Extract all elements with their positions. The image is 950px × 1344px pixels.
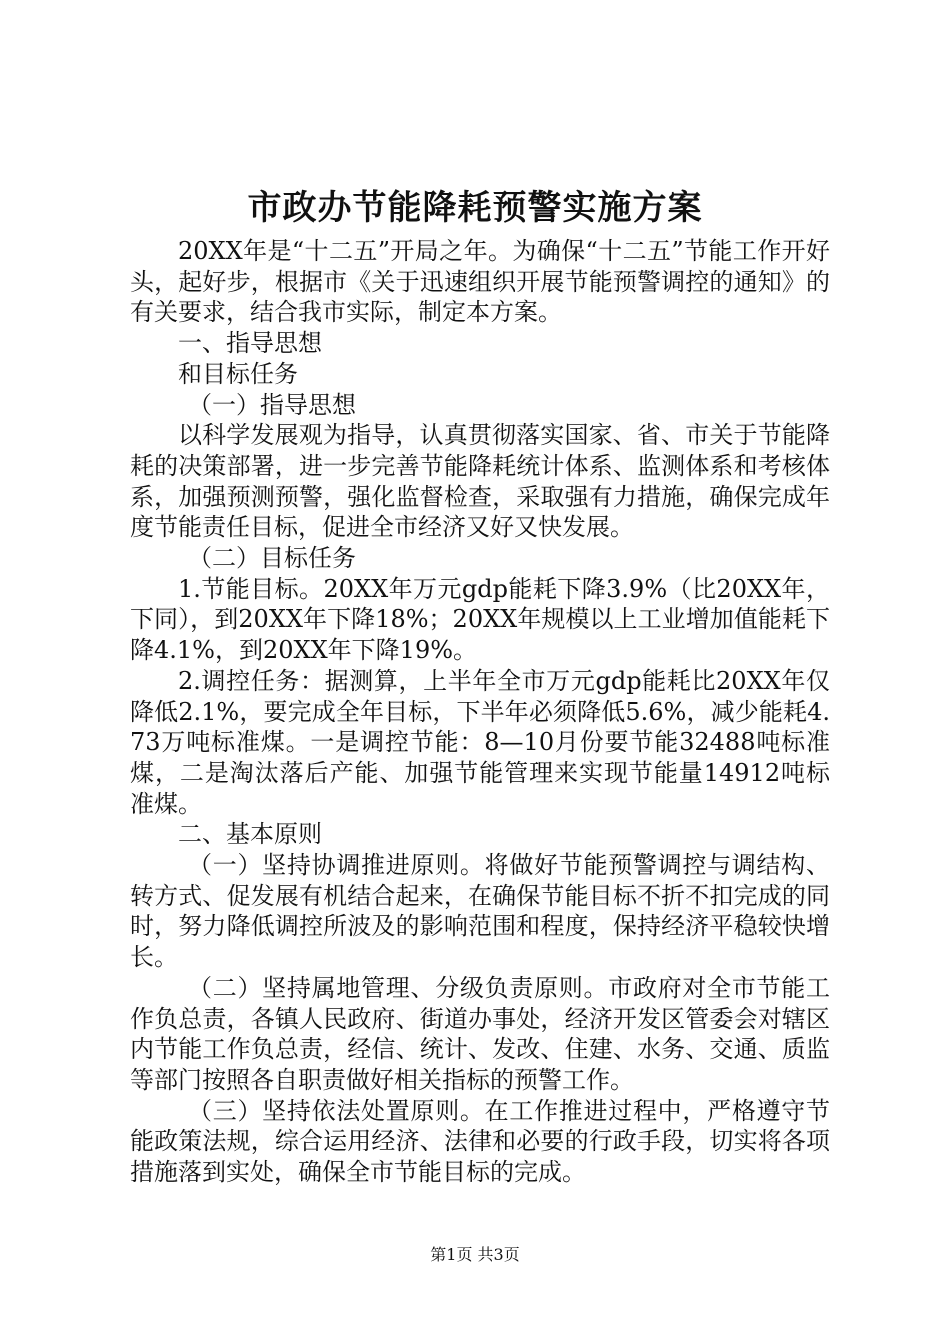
body-paragraph: 2.调控任务：据测算，上半年全市万元gdp能耗比20XX年仅降低2.1%，要完成全年目标，下半年必须降低5.6%，减少能耗4.73万吨标准煤。一是调控节能：8—10月份要节能32488吨标准煤，二是淘汰落后产能、加强节能管理来实现节能量14912吨标准煤。 — [130, 666, 830, 818]
intro-paragraph: 20XX年是“十二五”开局之年。为确保“十二五”节能工作开好头，起好步，根据市《关于迅速组织开展节能预警调控的通知》的有关要求，结合我市实际，制定本方案。 — [130, 237, 830, 327]
document-title: 市政办节能降耗预警实施方案 — [247, 188, 703, 228]
section-heading-continued: 和目标任务 — [178, 359, 298, 388]
body-paragraph: （一）坚持协调推进原则。将做好节能预警调控与调结构、转方式、促发展有机结合起来，在确保节能目标不折不扣完成的同时，努力降低调控所波及的影响范围和程度，保持经济平稳较快增长。 — [130, 851, 830, 972]
body-paragraph: （二）坚持属地管理、分级负责原则。市政府对全市节能工作负总责，各镇人民政府、街道办事处，经济开发区管委会对辖区内节能工作负总责，经信、统计、发改、住建、水务、交通、质监等部门按照各自职责做好相关指标的预警工作。 — [130, 973, 830, 1094]
document-body — [130, 236, 830, 1188]
subsection-heading: （二）目标任务 — [188, 544, 356, 573]
body-paragraph: 以科学发展观为指导，认真贯彻落实国家、省、市关于节能降耗的决策部署，进一步完善节能降耗统计体系、监测体系和考核体系，加强预测预警，强化监督检查，采取强有力措施，确保完成年度节能责任目标，促进全市经济又好又快发展。 — [130, 421, 830, 542]
section-heading: 二、基本原则 — [178, 820, 322, 849]
body-paragraph: 1.节能目标。20XX年万元gdp能耗下降3.9%（比20XX年，下同），到20XX年下降18%；20XX年规模以上工业增加值能耗下降4.1%，到20XX年下降19%。 — [130, 574, 830, 665]
page-footer: 第1页 共3页 — [430, 1245, 520, 1264]
subsection-heading: （一）指导思想 — [188, 390, 356, 419]
body-paragraph: （三）坚持依法处置原则。在工作推进过程中，严格遵守节能政策法规，综合运用经济、法律和必要的行政手段，切实将各项措施落到实处，确保全市节能目标的完成。 — [130, 1096, 830, 1187]
section-heading: 一、指导思想 — [178, 329, 322, 358]
